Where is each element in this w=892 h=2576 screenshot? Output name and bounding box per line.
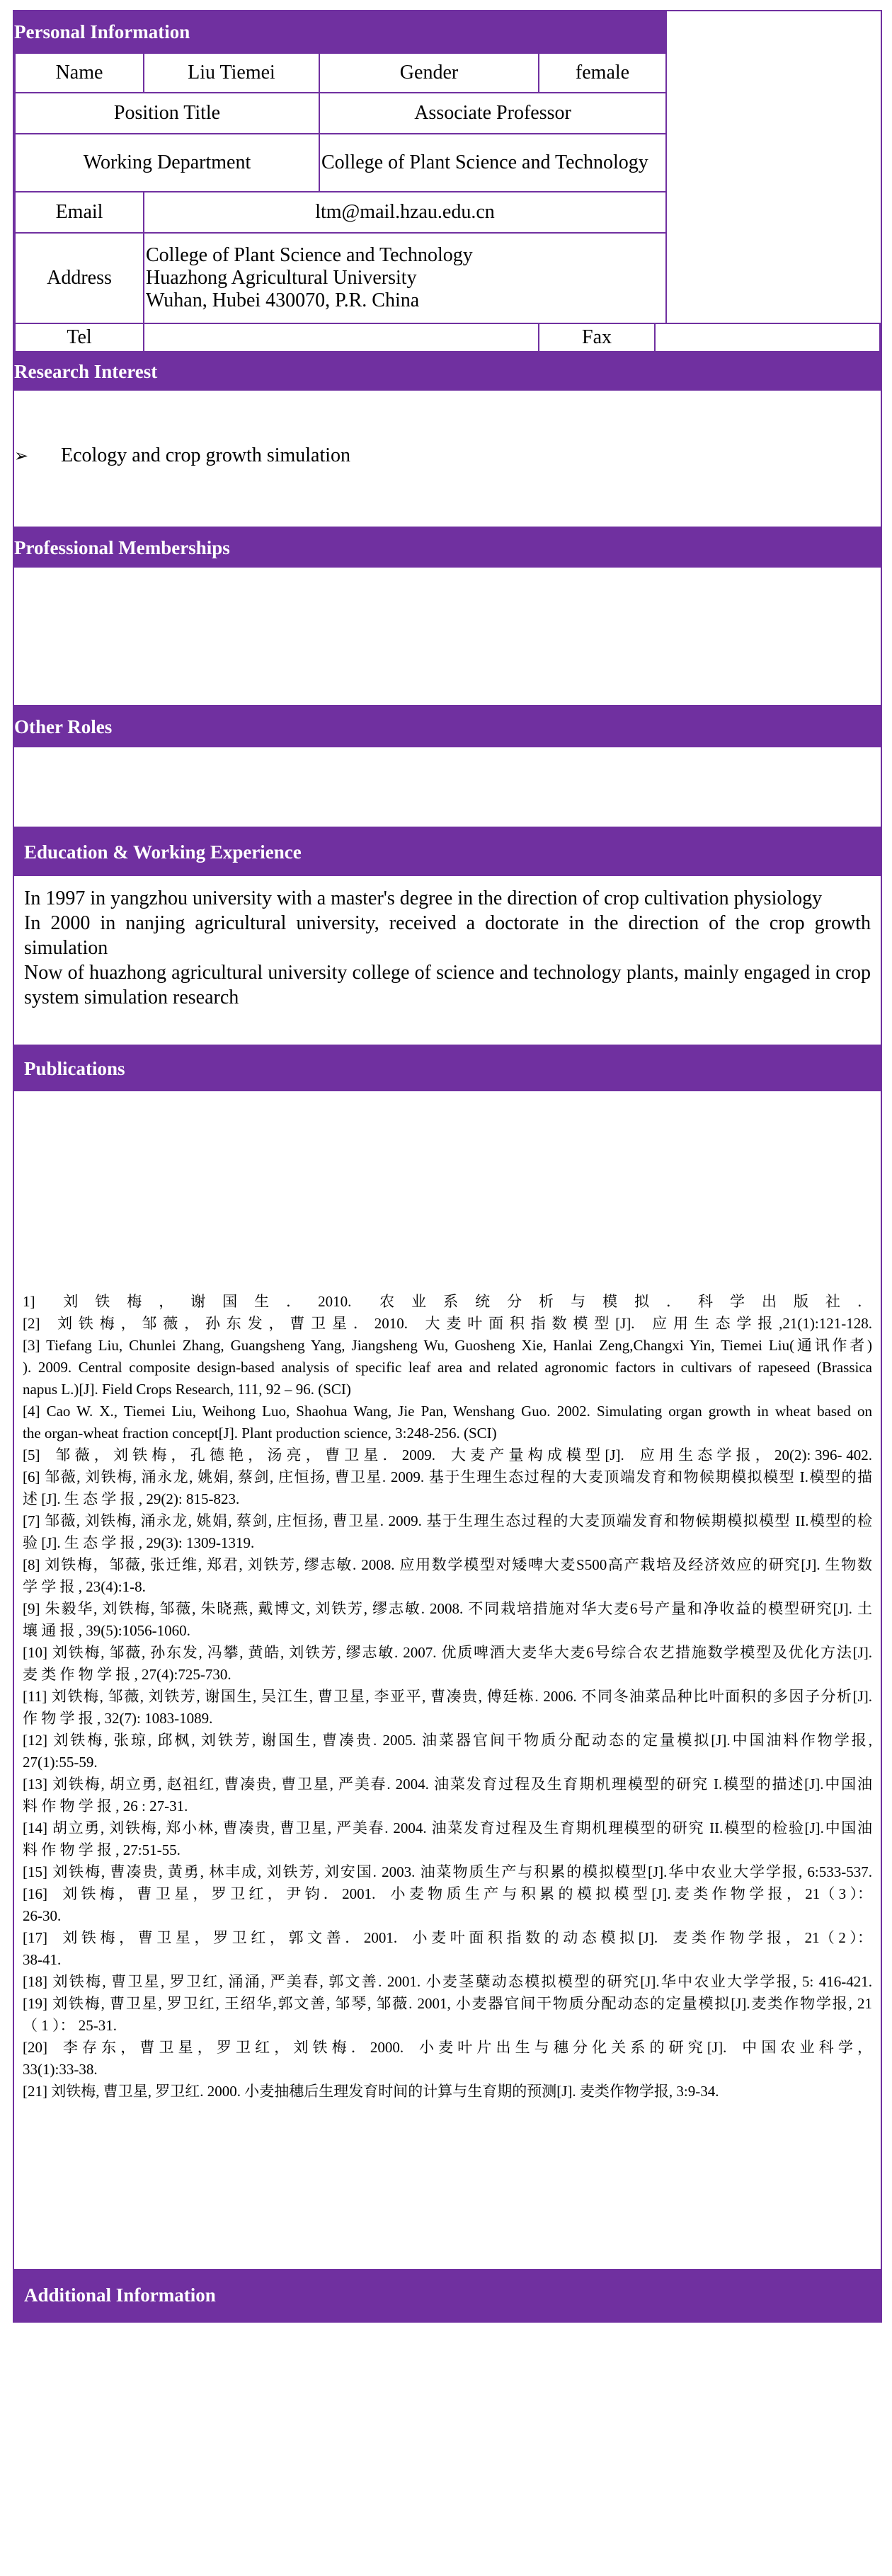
research-item-label: Ecology and crop growth simulation [61,444,351,466]
dept-label-cell [14,133,320,192]
publication-line: the organ-wheat fraction concept[J]. Plant production science, 3:248-256. (SCI) [23,1425,497,1442]
tel-label: Tel [67,326,92,348]
email-label-cell [14,191,144,234]
publication-line: [21] 刘铁梅, 曹卫星, 罗卫红. 2000. 小麦抽穗后生理发育时间的计算与生育期的预测[J]. 麦类作物学报, 3:9-34. [23,2083,719,2100]
publication-entry [23,1598,872,1642]
education-paragraph: Now of huazhong agricultural university college of science and technology plants, mainly engaged in crop system simulation research [24,962,871,1008]
education-paragraph: In 2000 in nanjing agricultural university, received a doctorate in the direction of the crop growth simulation [24,912,871,959]
publication-line: 27(1):55-59. [23,1754,98,1771]
publication-entry [23,1883,872,1927]
email-label: Email [55,200,103,223]
memberships-header [14,528,881,568]
publication-line: 述 [J]. 生 态 学 报 , 29(2): 815-823. [23,1490,240,1507]
publication-line: [17] 刘 铁 梅 ， 曹 卫 星 ， 罗 卫 红 ， 郭 文 善 ． 2001. 小 麦 叶 面 积 指 数 的 动 态 模 拟 [J]. 麦 类 作 物 学 报 ， 21（ 2 ）：38-41. [23,1929,872,1968]
education-header [14,828,881,876]
other-roles-heading: Other Roles [14,715,113,737]
other-roles-header [14,706,881,747]
publication-line: [7] 邹薇, 刘铁梅, 涌永龙, 姚娟, 蔡剑, 庄恒扬, 曹卫星. 2009. 基于生理生态过程的大麦顶端发育和物候期模拟模型 II.模型的检 [23,1512,872,1529]
name-value: Liu Tiemei [188,61,275,84]
gender-label: Gender [399,61,459,84]
publication-entry [23,1466,872,1510]
publication-line: 麦 类 作 物 学 报 , 27(4):725-730. [23,1666,231,1683]
publication-entry [23,1642,872,1686]
personal-info-header [14,11,667,52]
publication-line: [10] 刘铁梅, 邹薇, 孙东发, 冯攀, 黄皓, 刘铁芳, 缪志敏. 2007. 优质啤酒大麦华大麦6号综合农艺措施数学模型及优化方法[J]. [23,1644,872,1661]
additional-info-heading: Additional Information [24,2284,216,2306]
publication-line: [4] Cao W. X., Tiemei Liu, Weihong Luo, Shaohua Wang, Jie Pan, Wenshang Guo. 2002. Simulating organ growth in wheat based on [23,1403,872,1420]
publication-line: 壤 通 报 , 39(5):1056-1060. [23,1622,190,1639]
publications-heading: Publications [24,1057,125,1079]
publication-entry [23,1686,872,1730]
publication-entry [23,1817,872,1861]
publication-line: [20] 李 存 东 ， 曹 卫 星 ， 罗 卫 红 ， 刘 铁 梅 ． 2000. 小 麦 叶 片 出 生 与 穗 分 化 关 系 的 研 究 [J]. 中 国 农 业 科 学 ， 33(1):33-38. [23,2039,872,2078]
fax-label-cell [538,323,656,352]
name-label-cell [14,52,144,93]
position-label: Position Title [113,101,221,124]
address-value-cell [143,232,667,324]
publication-entry [23,1510,872,1554]
position-value-cell [319,92,667,134]
publication-line: （ 1 ）： 25-31. [23,2017,117,2034]
address-label: Address [47,266,112,289]
gender-value-cell [538,52,667,93]
publication-entry [23,1313,872,1335]
publication-line: 作 物 学 报 , 32(7): 1083-1089. [23,1710,213,1727]
bullet-arrow-icon: ➢ [14,446,29,466]
publications-header [14,1046,881,1091]
address-line: College of Plant Science and Technology [146,243,473,266]
email-value[interactable]: ltm@mail.hzau.edu.cn [315,200,495,223]
publication-entry [23,1971,872,1993]
publication-line: [16] 刘 铁 梅 ， 曹 卫 星 ， 罗 卫 红 ， 尹 钧 ． 2001. 小 麦 物 质 生 产 与 积 累 的 模 拟 模 型 [J]. 麦 类 作 物 学 报 ， 21（ 3 ）： 26-30. [23,1885,873,1924]
publication-line: [18] 刘铁梅, 曹卫星, 罗卫红, 涌涌, 严美春, 郭文善. 2001. 小麦茎蘖动态模拟模型的研究[J].华中农业大学学报, 5: 416-421. [23,1973,872,1990]
tel-value-cell [143,323,539,352]
name-label: Name [55,61,103,84]
publication-entry [23,2037,872,2081]
publication-line: 料 作 物 学 报 , 27:51-55. [23,1841,181,1858]
fax-value-cell [654,323,881,352]
publication-entry [23,1401,872,1444]
publication-line: 料 作 物 学 报 , 26 : 27-31. [23,1798,188,1815]
publication-entry [23,1993,872,2037]
address-label-cell [14,232,144,324]
email-value-cell [143,191,667,234]
publication-line: [6] 邹薇, 刘铁梅, 涌永龙, 姚娟, 蔡剑, 庄恒扬, 曹卫星. 2009. 基于生理生态过程的大麦顶端发育和物候期模拟模型 I.模型的描 [23,1468,872,1485]
research-interest-heading: Research Interest [14,360,158,382]
publication-line: 1] 刘 铁 梅 ， 谢 国 生 ． 2010. 农 业 系 统 分 析 与 模 拟 ． 科 学 出 版 社 ． [23,1293,872,1310]
publication-entry [23,1773,872,1817]
publication-entry [23,2081,872,2103]
publication-line: napus L.)[J]. Field Crops Research, 111, 92 – 96. (SCI) [23,1381,351,1398]
publication-entry [23,1554,872,1598]
fax-label: Fax [582,326,612,348]
address-line: Huazhong Agricultural University [146,266,417,289]
education-body [24,886,871,1010]
publication-line: [11] 刘铁梅, 邹薇, 刘铁芳, 谢国生, 吴江生, 曹卫星, 李亚平, 曹凑贵, 傅廷栋. 2006. 不同冬油菜品种比叶面积的多因子分析[J]. [23,1688,872,1705]
publications-list [23,1291,872,2103]
gender-value: female [575,61,630,84]
education-paragraph: In 1997 in yangzhou university with a master's degree in the direction of crop cultivation physiology [24,887,823,909]
publication-line: [15] 刘铁梅, 曹凑贵, 黄勇, 林丰成, 刘铁芳, 刘安国. 2003. 油菜物质生产与积累的模拟模型[J].华中农业大学学报, 6:533-537. [23,1863,872,1880]
publication-line: [9] 朱毅华, 刘铁梅, 邹薇, 朱晓燕, 戴博文, 刘铁芳, 缪志敏. 2008. 不同栽培措施对华大麦6号产量和净收益的模型研究[J]. 土 [23,1600,872,1617]
publication-line: [5] 邹 薇 ， 刘 铁 梅 ， 孔 德 艳 ， 汤 亮 ， 曹 卫 星 ． 2009. 大 麦 产 量 构 成 模 型 [J]. 应 用 生 态 学 报 ， 20(2): 396- 402. [23,1447,872,1464]
publication-entry [23,1730,872,1773]
publication-line: [2] 刘 铁 梅 ， 邹 薇 ， 孙 东 发 ， 曹 卫 星 ． 2010. 大 麦 叶 面 积 指 数 模 型 [J]. 应 用 生 态 学 报 ,21(1):121-128. [23,1315,872,1332]
publication-line: 验 [J]. 生 态 学 报 , 29(3): 1309-1319. [23,1534,255,1551]
personal-info-heading: Personal Information [14,21,190,42]
name-value-cell [143,52,320,93]
publication-line: 学 学 报 , 23(4):1-8. [23,1578,146,1595]
publication-entry [23,1291,872,1313]
profile-page [13,10,882,2323]
publication-line: [12] 刘铁梅, 张琼, 邱枫, 刘铁芳, 谢国生, 曹凑贵. 2005. 油菜器官间干物质分配动态的定量模拟[J].中国油料作物学报, [23,1732,872,1749]
publication-entry [23,1861,872,1883]
publication-line: [19] 刘铁梅, 曹卫星, 罗卫红, 王绍华,郭文善, 邹琴, 邹薇. 2001, 小麦器官间干物质分配动态的定量模拟[J].麦类作物学报, 21 [23,1995,872,2012]
gender-label-cell [319,52,539,93]
education-heading: Education & Working Experience [24,841,302,863]
publication-entry [23,1335,872,1401]
tel-label-cell [14,323,144,352]
position-value: Associate Professor [414,101,571,124]
position-label-cell [14,92,320,134]
research-interest-header [14,352,881,391]
publication-entry [23,1927,872,1971]
research-item [14,444,350,467]
dept-label: Working Department [83,151,251,173]
publication-entry [23,1444,872,1466]
memberships-heading: Professional Memberships [14,536,230,558]
publication-line: [13] 刘铁梅, 胡立勇, 赵祖红, 曹凑贵, 曹卫星, 严美春. 2004. 油菜发育过程及生育期机理模型的研究 I.模型的描述[J].中国油 [23,1776,872,1793]
dept-value-cell [319,133,667,192]
address-line: Wuhan, Hubei 430070, P.R. China [146,289,420,312]
additional-info-header [14,2269,881,2321]
publication-line: [3] Tiefang Liu, Chunlei Zhang, Guangsheng Yang, Jiangsheng Wu, Guosheng Xie, Hanlai Zeng,Changxi Yin, Tiemei Liu(通讯作者) [23,1337,872,1354]
publication-line: ). 2009. Central composite design-based analysis of specific leaf area and related agronomic factors in cultivars of rapeseed (Brassica [23,1359,872,1376]
dept-value: College of Plant Science and Technology [321,151,648,173]
publication-line: [14] 胡立勇, 刘铁梅, 郑小林, 曹凑贵, 曹卫星, 严美春. 2004. 油菜发育过程及生育期机理模型的研究 II.模型的检验[J].中国油 [23,1819,872,1836]
publication-line: [8] 刘铁梅，邹薇, 张迁维, 郑君, 刘铁芳, 缪志敏. 2008. 应用数学模型对矮啤大麦S500高产栽培及经济效应的研究[J]. 生物数 [23,1556,872,1573]
